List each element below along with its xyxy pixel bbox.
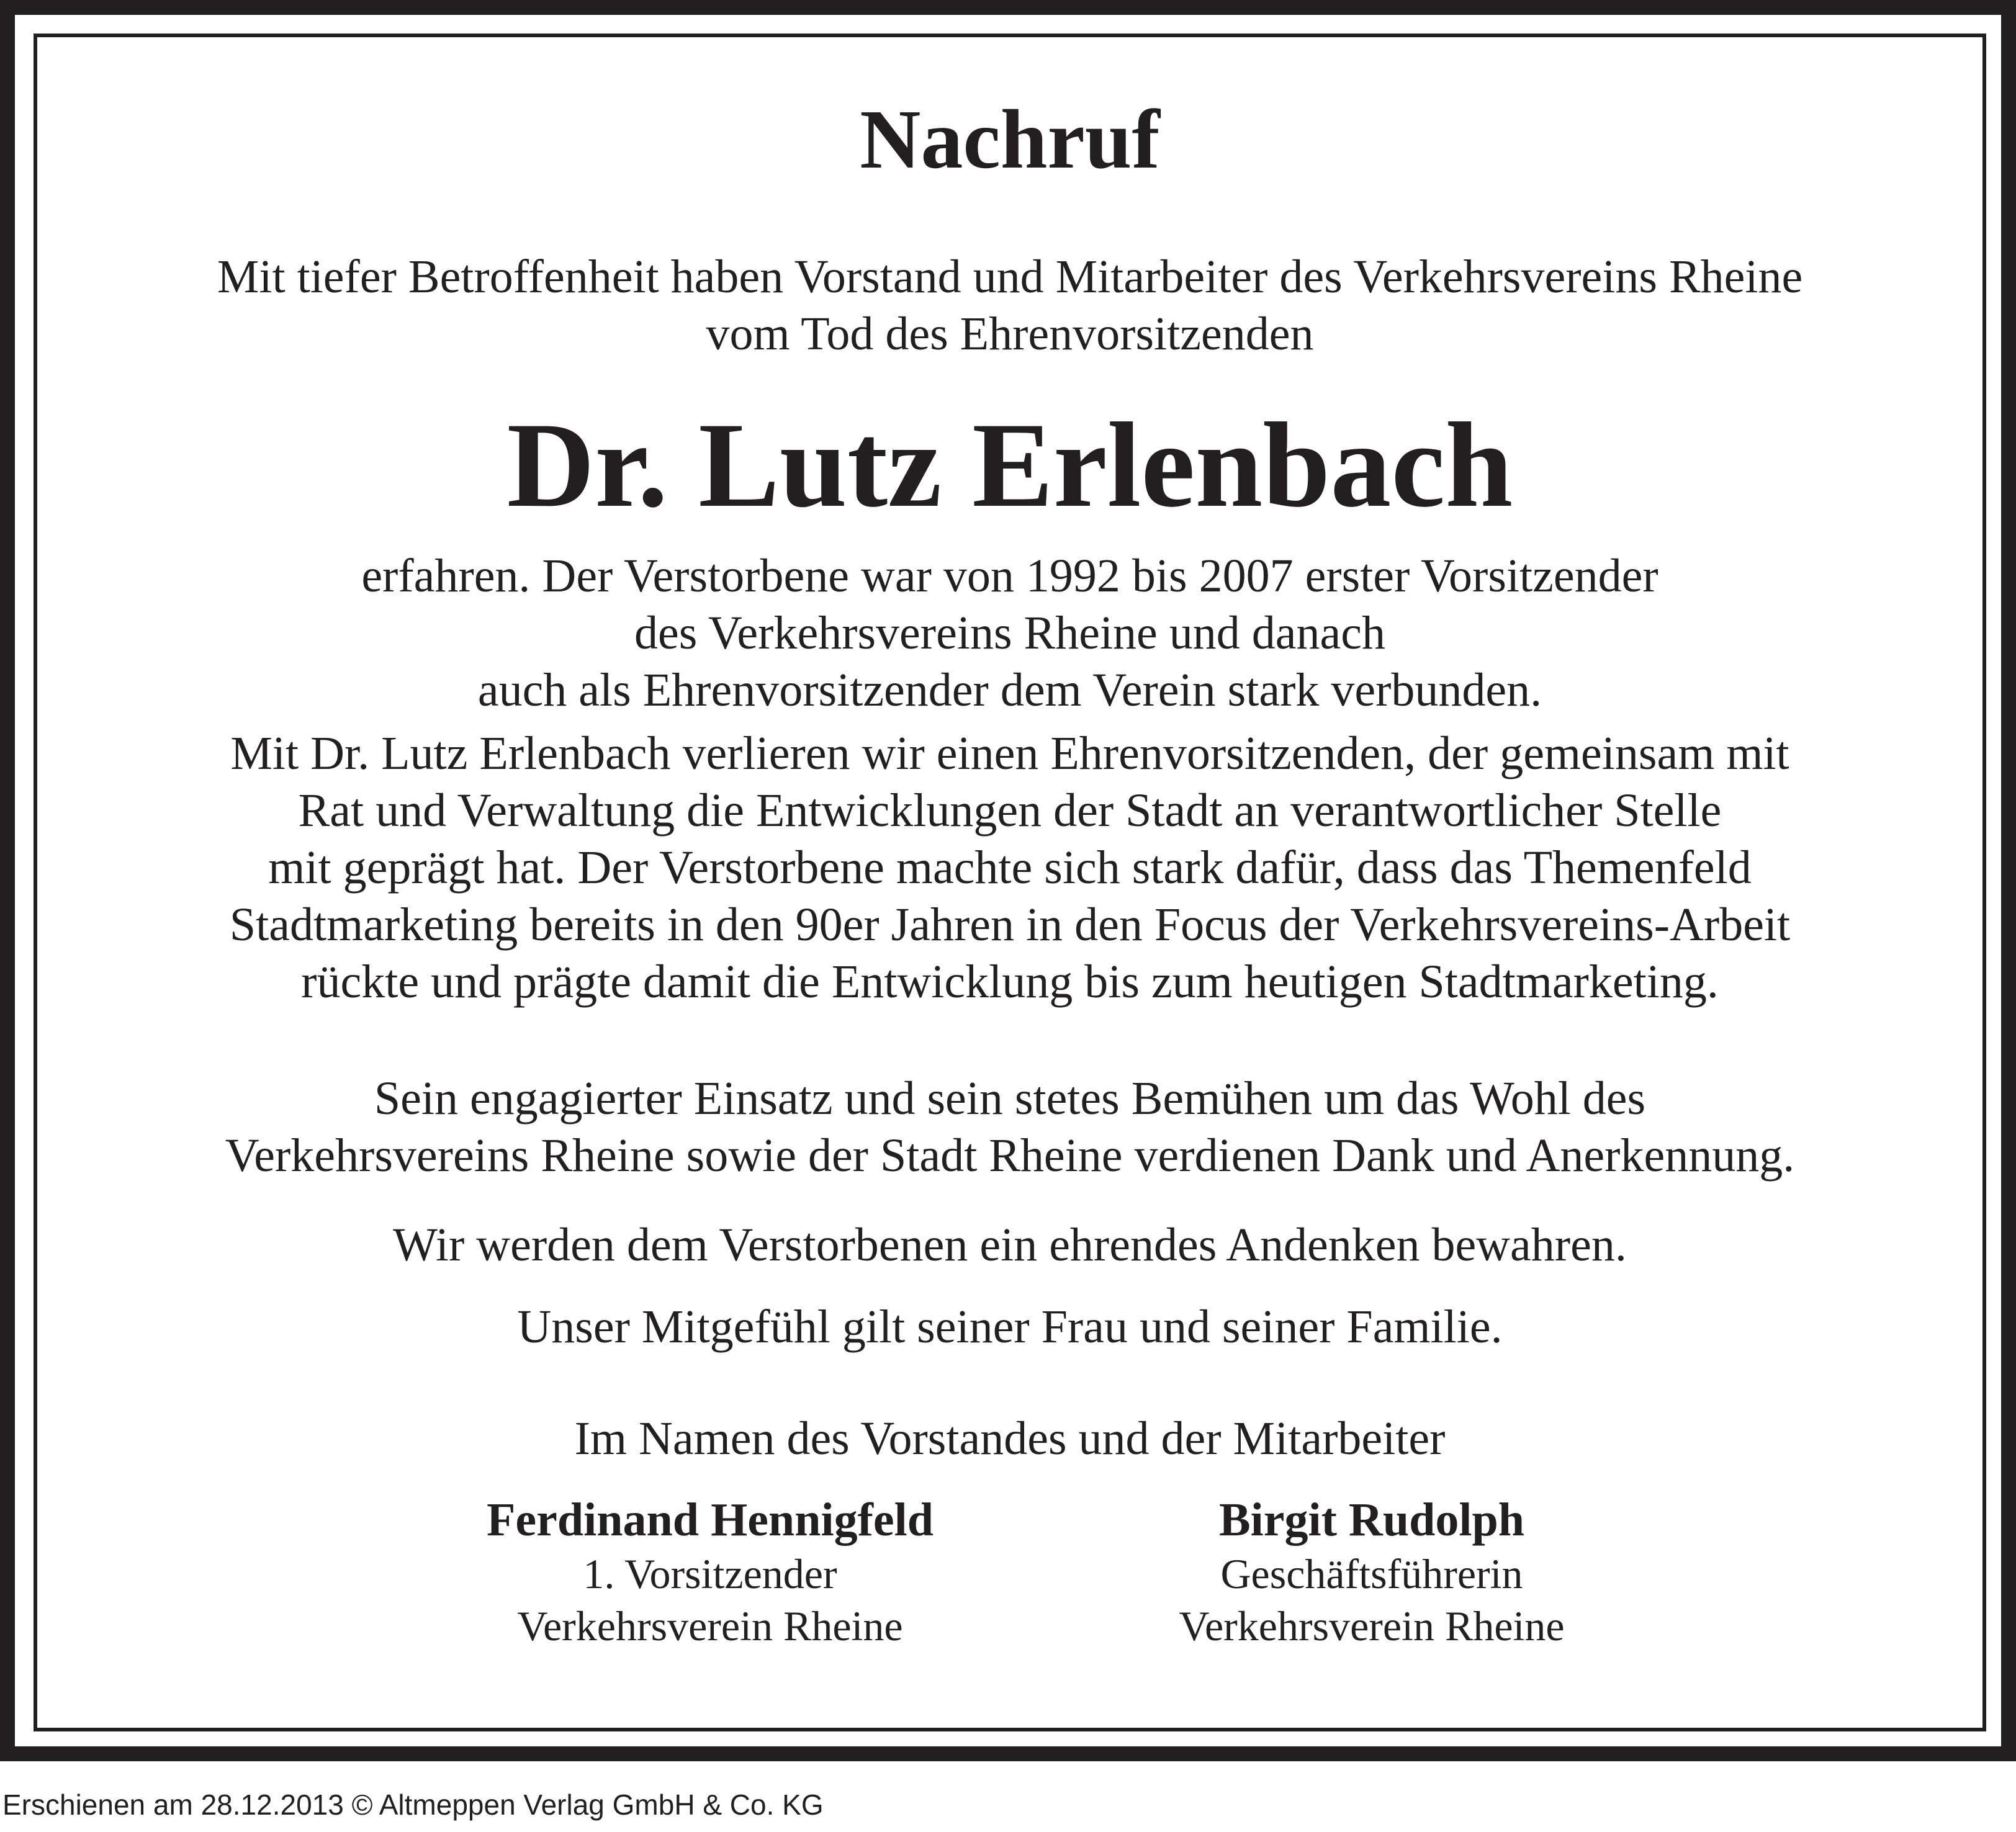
obituary-title: Nachruf	[860, 93, 1160, 186]
tribute-paragraph	[37, 725, 1982, 1010]
tribute-line: Rat und Verwaltung die Entwicklungen der Stadt an verantwortlicher Stelle	[298, 784, 1722, 837]
signatory-role: 1. Vorsitzender	[583, 1550, 837, 1597]
career-line: auch als Ehrenvorsitzender dem Verein stark verbunden.	[477, 664, 1542, 716]
career-line: erfahren. Der Verstorbene war von 1992 bis 2007 erster Vorsitzender	[361, 550, 1658, 602]
signatory-name: Ferdinand Hennigfeld	[487, 1494, 934, 1546]
signatory-right	[1092, 1492, 1651, 1652]
gratitude-paragraph	[37, 1070, 1982, 1184]
on-behalf-line: Im Namen des Vorstandes und der Mitarbeiter	[574, 1412, 1446, 1465]
obituary-inner-frame	[15, 15, 2001, 1746]
intro-line: Mit tiefer Betroffenheit haben Vorstand und Mitarbeiter des Verkehrsvereins Rheine	[217, 251, 1803, 303]
career-paragraph	[37, 547, 1982, 719]
signatory-organization: Verkehrsverein Rheine	[517, 1602, 903, 1650]
signatory-role: Geschäftsführerin	[1220, 1550, 1523, 1597]
tribute-line: rückte und prägte damit die Entwicklung bis zum heutigen Stadtmarketing.	[301, 956, 1719, 1008]
tribute-line: mit geprägt hat. Der Verstorbene machte sich stark dafür, dass das Themenfeld	[268, 842, 1752, 894]
intro-line: vom Tod des Ehrenvorsitzenden	[706, 308, 1314, 360]
career-line: des Verkehrsvereins Rheine und danach	[634, 607, 1385, 659]
tribute-line: Stadtmarketing bereits in den 90er Jahren in den Focus der Verkehrsvereins-Arbeit	[229, 899, 1791, 951]
intro-paragraph	[37, 248, 1982, 362]
publication-footer: Erschienen am 28.12.2013 © Altmeppen Verlag GmbH & Co. KG	[2, 1789, 824, 1821]
deceased-name: Dr. Lutz Erlenbach	[506, 398, 1513, 532]
obituary-inner-rule	[34, 34, 1986, 1731]
signatory-name: Birgit Rudolph	[1218, 1494, 1525, 1546]
remembrance-line: Wir werden dem Verstorbenen ein ehrendes Andenken bewahren.	[393, 1219, 1627, 1271]
obituary-content	[37, 37, 1982, 1728]
condolence-line: Unser Mitgefühl gilt seiner Frau und seiner Familie.	[517, 1301, 1503, 1353]
tribute-line: Mit Dr. Lutz Erlenbach verlieren wir einen Ehrenvorsitzenden, der gemeinsam mit	[230, 727, 1789, 779]
signatory-left	[431, 1492, 989, 1652]
gratitude-line: Verkehrsvereins Rheine sowie der Stadt Rheine verdienen Dank und Anerkennung.	[225, 1129, 1795, 1182]
signatory-organization: Verkehrsverein Rheine	[1179, 1602, 1565, 1650]
gratitude-line: Sein engagierter Einsatz und sein stetes Bemühen um das Wohl des	[374, 1072, 1646, 1125]
